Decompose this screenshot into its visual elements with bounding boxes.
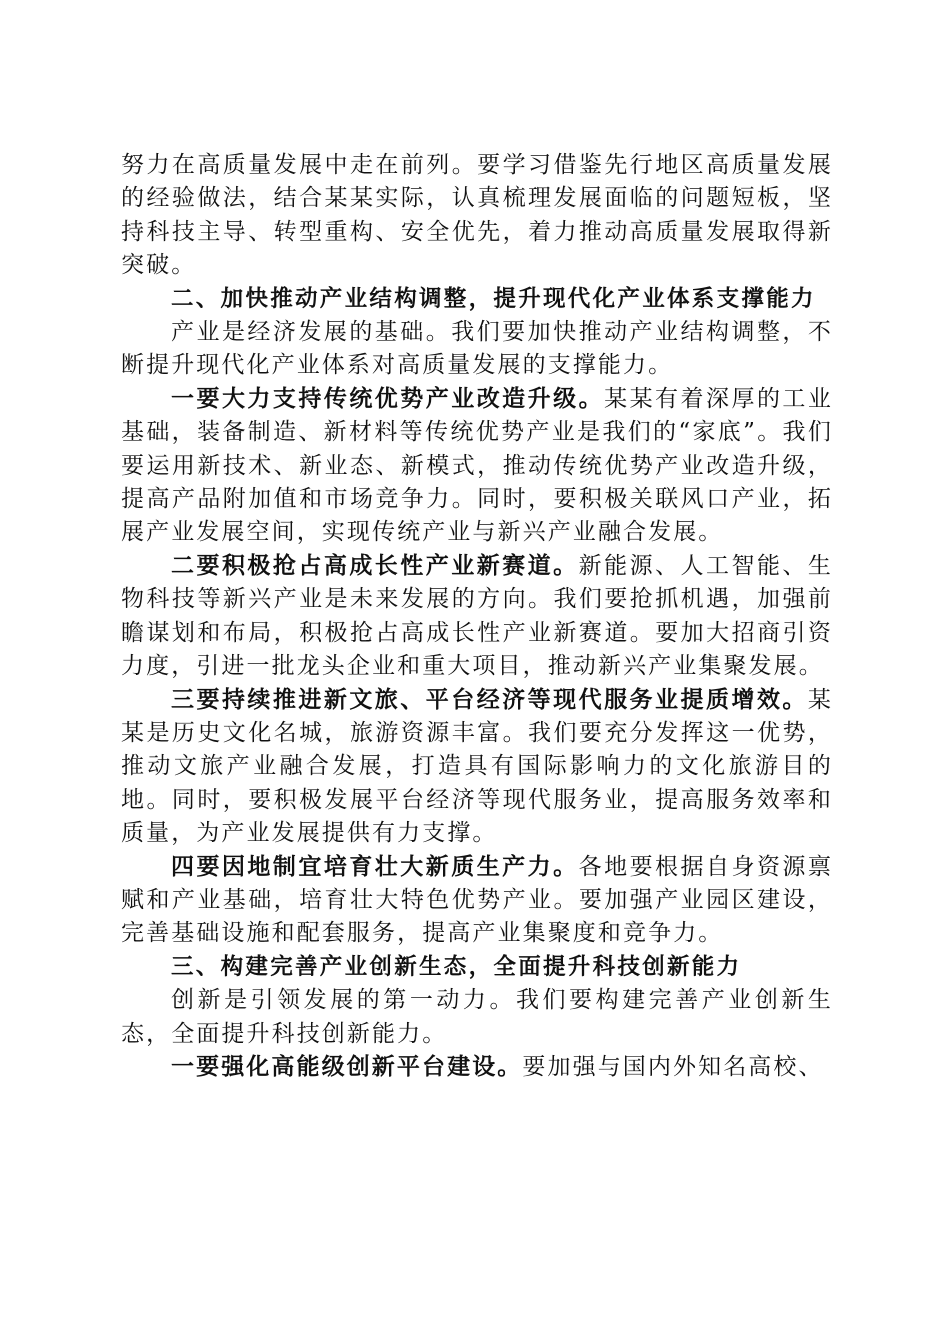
item-2-lead: 二要积极抢占高成长性产业新赛道。 <box>171 552 579 579</box>
paragraph-item-3 <box>121 684 833 851</box>
paragraph-item-5 <box>121 1051 833 1084</box>
item-3-lead: 三要持续推进新文旅、平台经济等现代服务业提质增效。 <box>171 686 808 713</box>
paragraph-continuation: 努力在高质量发展中走在前列。要学习借鉴先行地区高质量发展的经验做法，结合某某实际，认真梳理发展面临的问题短板，坚持科技主导、转型重构、安全优先，着力推动高质量发展取得新突破。 <box>121 152 833 279</box>
item-4-text: 各地要根据自身资源禀赋和产业基础，培育壮大特色优势产业。要加强产业园区建设，完善基础设施和配套服务，提高产业集聚度和竞争力。 <box>121 853 834 947</box>
item-4-lead: 四要因地制宜培育壮大新质生产力。 <box>171 853 579 880</box>
item-3-text: 某某是历史文化名城，旅游资源丰富。我们要充分发挥这一优势，推动文旅产业融合发展，打造具有国际影响力的文化旅游目的地。同时，要积极发展平台经济等现代服务业，提高服务效率和质量，为产业发展提供有力支撑。 <box>121 686 833 847</box>
item-1-lead: 一要大力支持传统优势产业改造升级。 <box>171 385 605 412</box>
item-5-lead: 一要强化高能级创新平台建设。 <box>171 1053 523 1080</box>
section-heading-2: 二、加快推动产业结构调整，提升现代化产业体系支撑能力 <box>171 285 816 312</box>
item-1-text: 某某有着深厚的工业基础，装备制造、新材料等传统优势产业是我们的“家底”。我们要运用新技术、新业态、新模式，推动传统优势产业改造升级，提高产品附加值和市场竞争力。同时，要积极关联风口产业，拓展产业发展空间，实现传统产业与新兴产业融合发展。 <box>121 385 833 546</box>
paragraph-item-2 <box>121 550 833 684</box>
paragraph-item-4 <box>121 851 833 951</box>
item-5-text: 要加强与国内外知名高校、 <box>522 1053 824 1080</box>
item-2-text: 新能源、人工智能、生物科技等新兴产业是未来发展的方向。我们要抢抓机遇，加强前瞻谋划和布局，积极抢占高成长性产业新赛道。要加大招商引资力度，引进一批龙头企业和重大项目，推动新兴产业集聚发展。 <box>121 552 834 680</box>
paragraph-innovation-intro: 创新是引领发展的第一动力。我们要构建完善产业创新生态，全面提升科技创新能力。 <box>121 987 833 1047</box>
document-body <box>121 149 833 1084</box>
paragraph-industry-intro: 产业是经济发展的基础。我们要加快推动产业结构调整，不断提升现代化产业体系对高质量发展的支撑能力。 <box>121 319 833 379</box>
paragraph-item-1 <box>121 383 833 550</box>
section-heading-3: 三、构建完善产业创新生态，全面提升科技创新能力 <box>171 953 742 980</box>
